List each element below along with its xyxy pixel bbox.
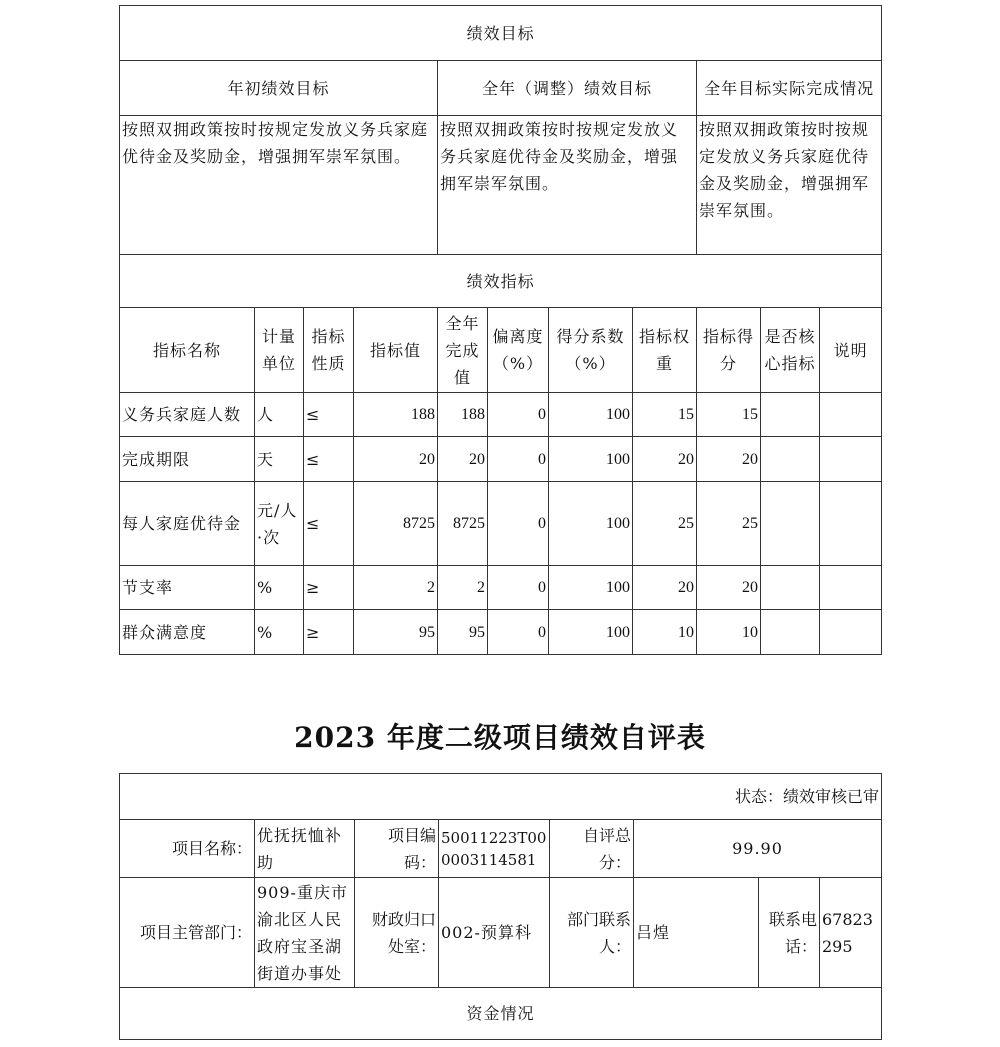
indicator-score: 20 — [697, 437, 761, 482]
indicator-weight: 10 — [633, 610, 697, 655]
header-actual-value: 全年完成值 — [438, 308, 488, 393]
indicator-name: 群众满意度 — [120, 610, 255, 655]
indicator-core — [761, 610, 820, 655]
header-weight: 指标权重 — [633, 308, 697, 393]
header-note: 说明 — [820, 308, 882, 393]
indicator-score: 25 — [697, 482, 761, 566]
indicator-nature: ≥ — [304, 610, 354, 655]
indicator-core — [761, 393, 820, 437]
indicator-actual: 95 — [438, 610, 488, 655]
indicator-target: 188 — [354, 393, 438, 437]
contact-value: 吕煌 — [634, 878, 759, 988]
indicator-unit: 天 — [255, 437, 304, 482]
indicator-unit: % — [255, 610, 304, 655]
indicator-actual: 2 — [438, 566, 488, 610]
indicator-actual: 8725 — [438, 482, 488, 566]
indicator-weight: 20 — [633, 437, 697, 482]
indicator-actual: 20 — [438, 437, 488, 482]
indicator-coefficient: 100 — [549, 566, 633, 610]
indicator-coefficient: 100 — [549, 482, 633, 566]
indicator-coefficient: 100 — [549, 610, 633, 655]
indicator-nature: ≤ — [304, 437, 354, 482]
project-code-value: 50011223T000003114581 — [439, 820, 550, 878]
project-name-label: 项目名称： — [120, 820, 255, 878]
finance-office-label: 财政归口处室： — [355, 878, 439, 988]
status-text: 状态：绩效审核已审 — [120, 774, 882, 820]
indicator-name: 节支率 — [120, 566, 255, 610]
indicator-deviation: 0 — [488, 482, 549, 566]
indicator-coefficient: 100 — [549, 437, 633, 482]
indicator-core — [761, 482, 820, 566]
indicator-coefficient: 100 — [549, 393, 633, 437]
goals-section-title: 绩效目标 — [120, 6, 882, 61]
self-score-value: 99.90 — [634, 820, 882, 878]
indicator-core — [761, 437, 820, 482]
indicator-note — [820, 393, 882, 437]
indicator-target: 95 — [354, 610, 438, 655]
funds-section-title: 资金情况 — [120, 988, 882, 1040]
table-row — [120, 393, 882, 437]
indicator-core — [761, 566, 820, 610]
header-score: 指标得分 — [697, 308, 761, 393]
indicator-note — [820, 437, 882, 482]
header-indicator-name: 指标名称 — [120, 308, 255, 393]
indicator-target: 20 — [354, 437, 438, 482]
dept-label: 项目主管部门： — [120, 878, 255, 988]
phone-label: 联系电话： — [759, 878, 820, 988]
indicator-target: 2 — [354, 566, 438, 610]
header-score-coefficient: 得分系数（%） — [549, 308, 633, 393]
table-row — [120, 437, 882, 482]
indicators-section-title: 绩效指标 — [120, 255, 882, 308]
indicator-name: 完成期限 — [120, 437, 255, 482]
indicator-weight: 15 — [633, 393, 697, 437]
table-row — [120, 610, 882, 655]
indicator-name: 义务兵家庭人数 — [120, 393, 255, 437]
phone-value: 67823295 — [820, 878, 882, 988]
indicator-weight: 20 — [633, 566, 697, 610]
col-initial-goal: 年初绩效目标 — [120, 61, 438, 116]
self-score-label: 自评总分： — [550, 820, 634, 878]
indicator-unit: % — [255, 566, 304, 610]
table-row — [120, 566, 882, 610]
indicator-deviation: 0 — [488, 566, 549, 610]
indicator-deviation: 0 — [488, 393, 549, 437]
indicator-note — [820, 610, 882, 655]
indicator-unit: 元/人·次 — [255, 482, 304, 566]
indicator-target: 8725 — [354, 482, 438, 566]
project-code-label: 项目编码： — [355, 820, 439, 878]
indicator-note — [820, 566, 882, 610]
dept-value: 909-重庆市渝北区人民政府宝圣湖街道办事处 — [255, 878, 355, 988]
header-unit: 计量单位 — [255, 308, 304, 393]
contact-label: 部门联系人： — [550, 878, 634, 988]
indicator-weight: 25 — [633, 482, 697, 566]
project-name-value: 优抚抚恤补助 — [255, 820, 355, 878]
indicator-deviation: 0 — [488, 610, 549, 655]
project-info-table — [119, 773, 882, 1040]
header-nature: 指标性质 — [304, 308, 354, 393]
indicator-name: 每人家庭优待金 — [120, 482, 255, 566]
page-title: 2023 年度二级项目绩效自评表 — [294, 721, 706, 754]
actual-completion-text: 按照双拥政策按时按规定发放义务兵家庭优待金及奖励金，增强拥军崇军氛围。 — [697, 116, 882, 255]
indicator-deviation: 0 — [488, 437, 549, 482]
header-deviation: 偏离度（%） — [488, 308, 549, 393]
indicator-score: 15 — [697, 393, 761, 437]
indicator-nature: ≤ — [304, 393, 354, 437]
initial-goal-text: 按照双拥政策按时按规定发放义务兵家庭优待金及奖励金，增强拥军崇军氛围。 — [120, 116, 438, 255]
indicator-note — [820, 482, 882, 566]
indicator-nature: ≤ — [304, 482, 354, 566]
performance-table — [119, 5, 882, 655]
header-target-value: 指标值 — [354, 308, 438, 393]
indicator-score: 20 — [697, 566, 761, 610]
adjusted-goal-text: 按照双拥政策按时按规定发放义务兵家庭优待金及奖励金，增强拥军崇军氛围。 — [438, 116, 697, 255]
indicator-nature: ≥ — [304, 566, 354, 610]
col-adjusted-goal: 全年（调整）绩效目标 — [438, 61, 697, 116]
header-core: 是否核心指标 — [761, 308, 820, 393]
finance-office-value: 002-预算科 — [439, 878, 550, 988]
indicator-score: 10 — [697, 610, 761, 655]
indicator-unit: 人 — [255, 393, 304, 437]
table-row — [120, 482, 882, 566]
col-actual-completion: 全年目标实际完成情况 — [697, 61, 882, 116]
indicator-actual: 188 — [438, 393, 488, 437]
